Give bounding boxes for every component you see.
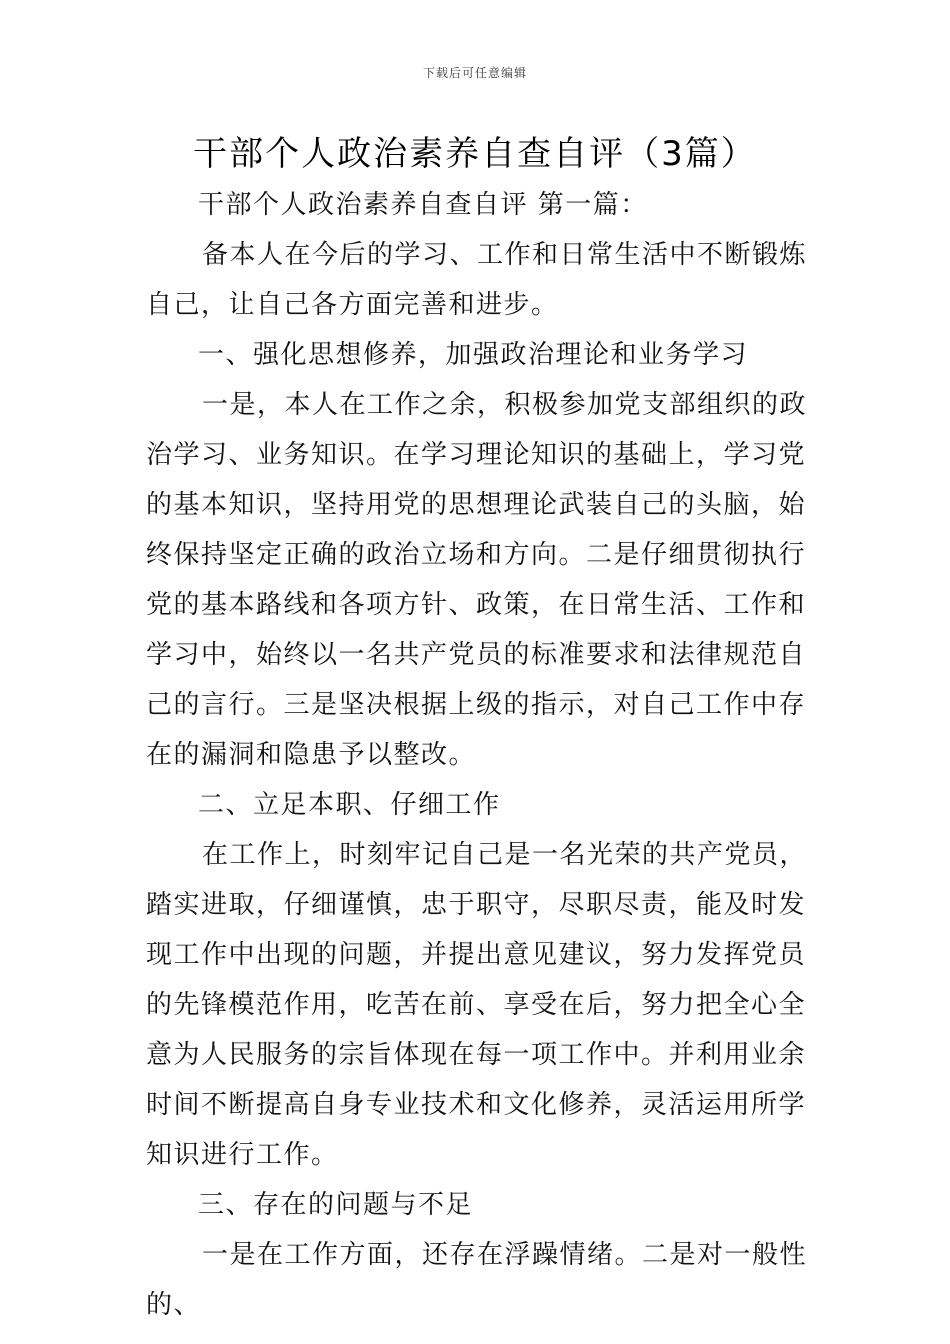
section-subtitle: 干部个人政治素养自查自评 第一篇： (198, 190, 648, 220)
paragraph-section-2: 在工作上，时刻牢记自己是一名光荣的共产党员，踏实进取，仔细谨慎，忠于职守，尽职尽责，能及时发现工作中出现的问题，并提出意见建议，努力发挥党员的先锋模范作用，吃苦在前、享受在后，努力把全心全意为人民服务的宗旨体现在每一项工作中。并利用业余时间不断提高自身专业技术和文化修养，灵活运用所学知识进行工作。 (146, 840, 808, 1170)
document-title: 干部个人政治素养自查自评（3篇） (193, 134, 757, 174)
paragraph-section-1: 一是，本人在工作之余，积极参加党支部组织的政治学习、业务知识。在学习理论知识的基础上，学习党的基本知识，坚持用党的思想理论武装自己的头脑，始终保持坚定正确的政治立场和方向。二是仔细贯彻执行党的基本路线和各项方针、政策，在日常生活、工作和学习中，始终以一名共产党员的标准要求和法律规范自己的言行。三是坚决根据上级的指示，对自己工作中存在的漏洞和隐患予以整改。 (146, 390, 808, 770)
document-body (146, 180, 826, 1330)
section-heading-1: 一、强化思想修养，加强政治理论和业务学习 (198, 340, 749, 370)
section-heading-3: 三、存在的问题与不足 (198, 1190, 474, 1220)
paragraph-intro: 备本人在今后的学习、工作和日常生活中不断锻炼自己，让自己各方面完善和进步。 (146, 240, 808, 320)
section-heading-2: 二、立足本职、仔细工作 (198, 790, 501, 820)
header-note: 下载后可任意编辑 (422, 66, 527, 80)
paragraph-section-3: 一是在工作方面，还存在浮躁情绪。二是对一般性的、 (146, 1240, 808, 1320)
